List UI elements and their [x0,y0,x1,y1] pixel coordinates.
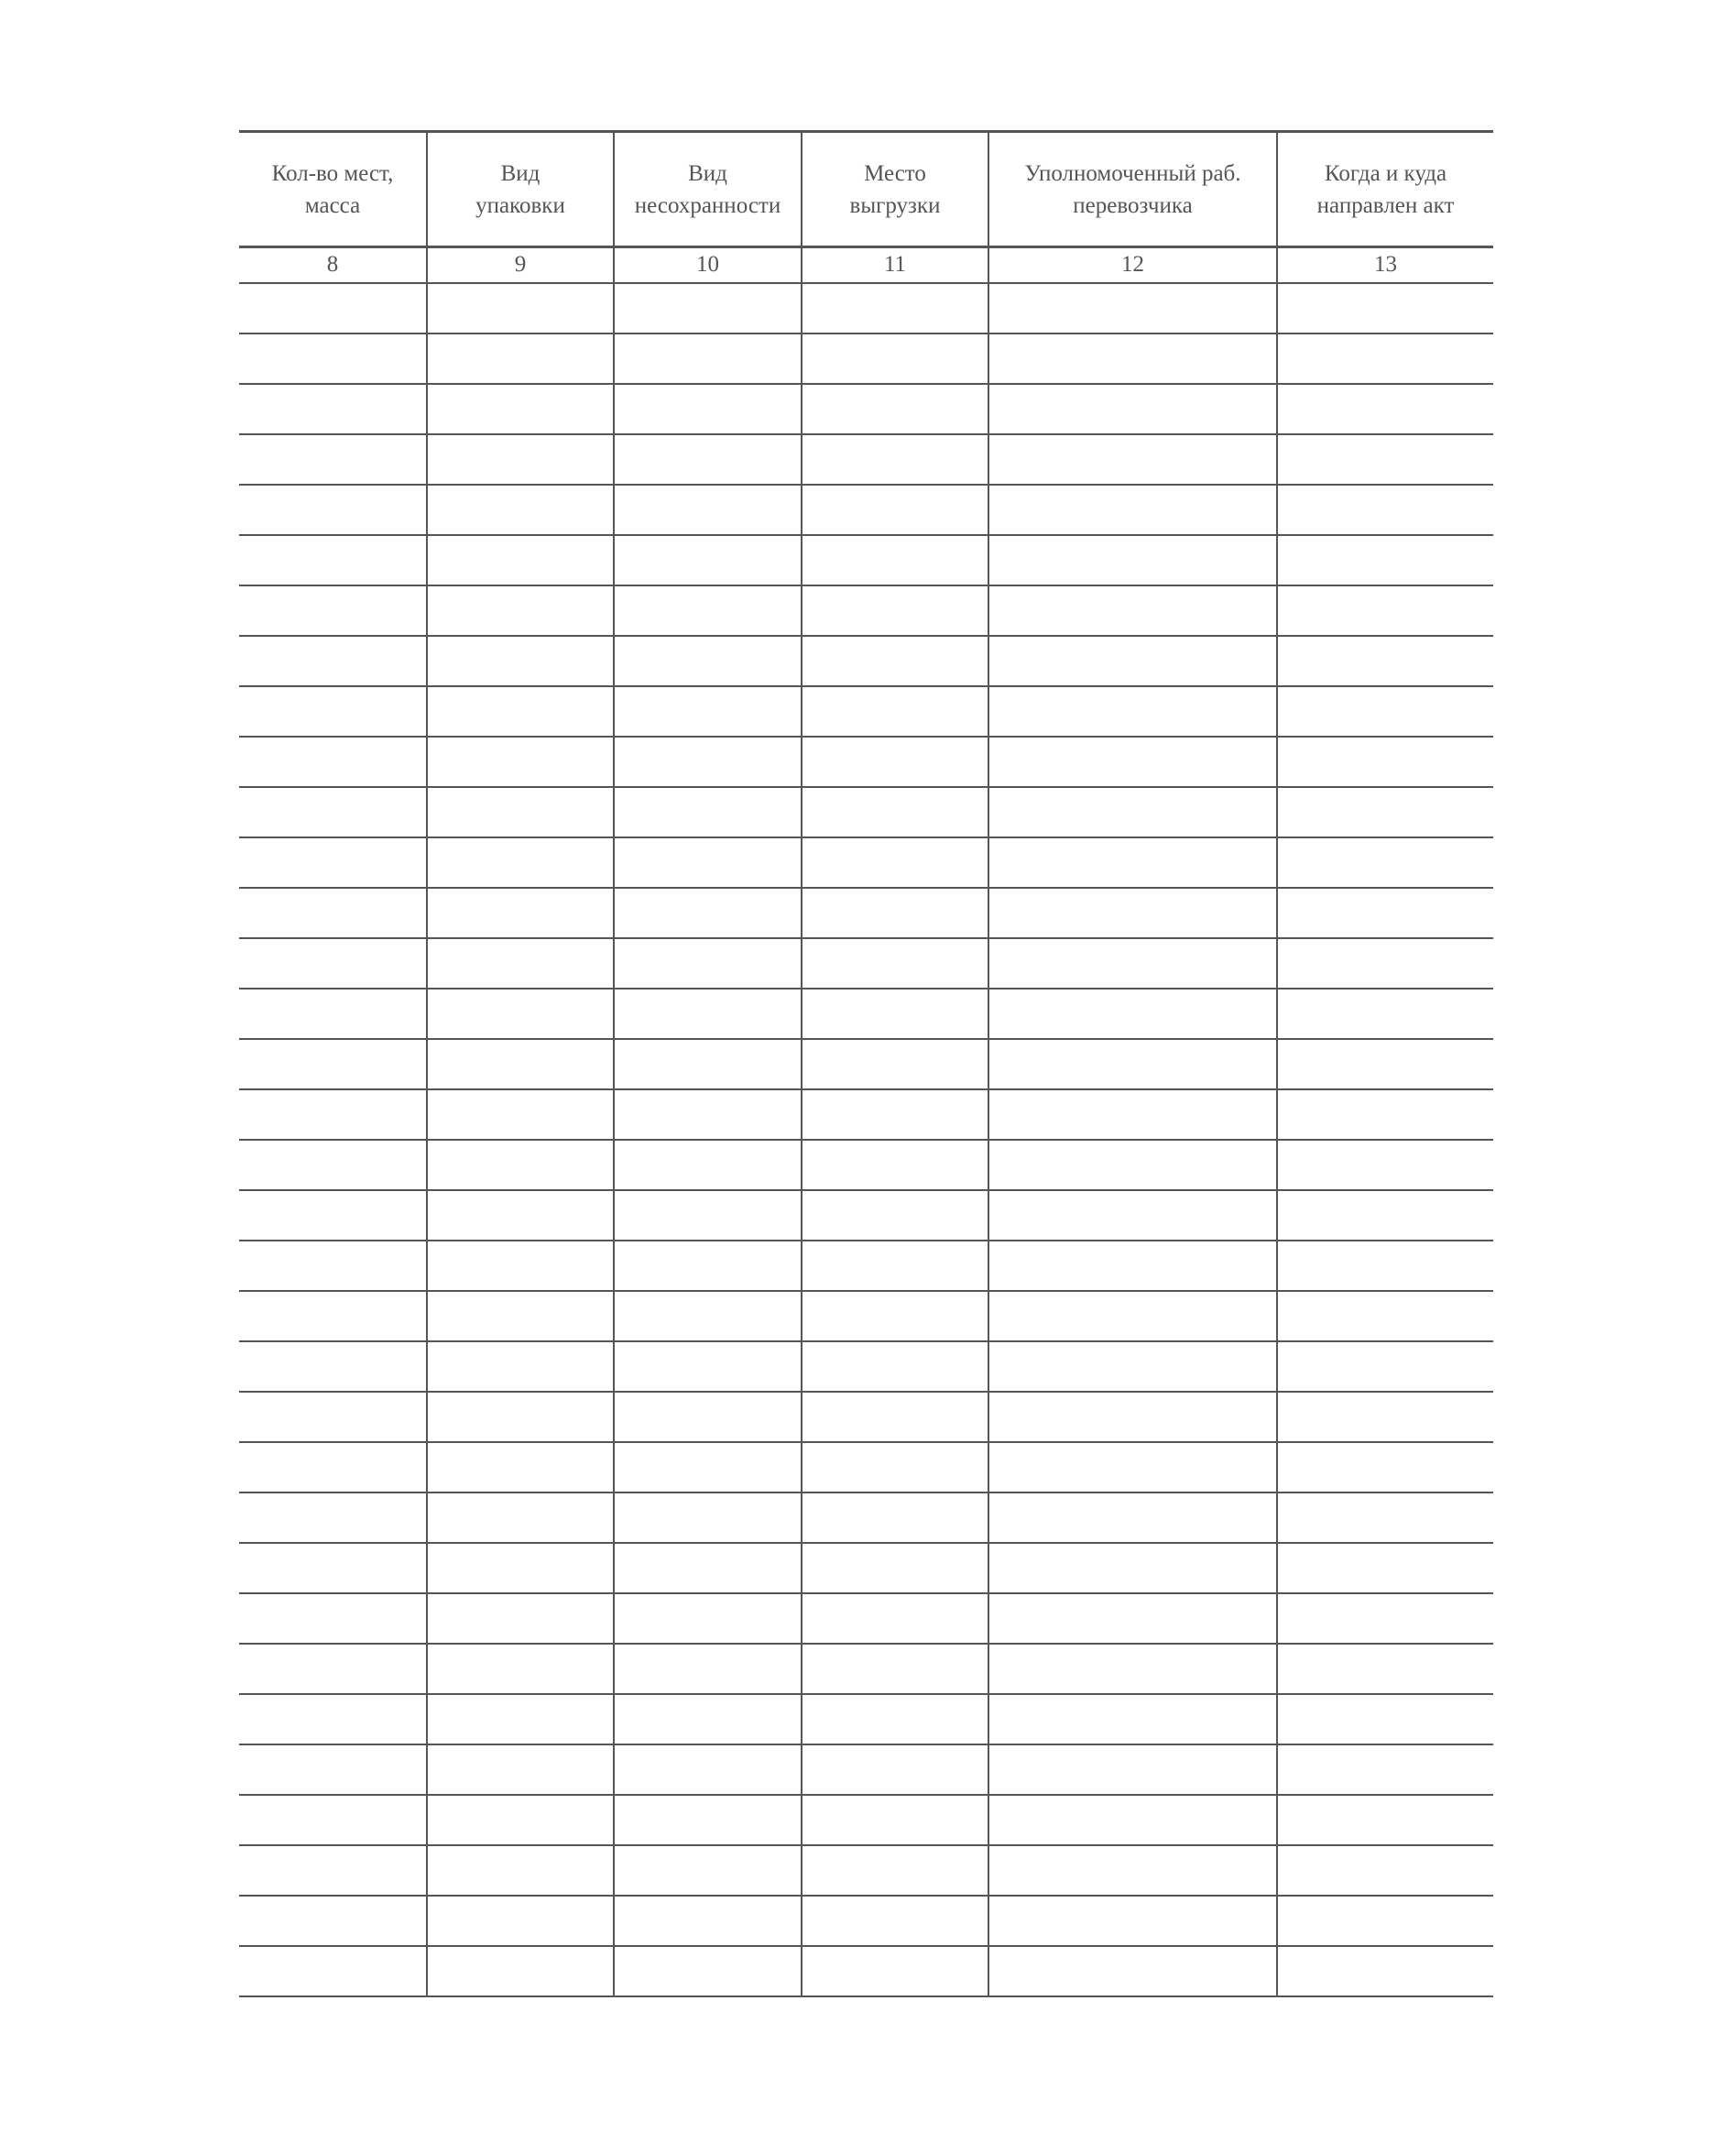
table-cell [614,1039,802,1089]
table-cell [1277,888,1493,938]
table-cell [239,1190,427,1241]
table-cell [1277,1795,1493,1845]
table-cell [802,434,988,485]
table-cell [1277,1341,1493,1392]
table-cell [239,283,427,333]
table-cell [427,1845,614,1896]
table-cell [988,1845,1277,1896]
table-cell [614,1694,802,1744]
table-cell [1277,1644,1493,1694]
table-cell [239,1392,427,1442]
table-cell [988,737,1277,787]
table-cell [427,636,614,686]
table-cell [427,1089,614,1140]
header-line: Место [864,160,926,186]
table-cell [988,485,1277,535]
table-cell [239,1492,427,1543]
column-number-row [239,247,1493,283]
table-cell [1277,1845,1493,1896]
table-cell [427,283,614,333]
table-row [239,535,1493,585]
table-cell [614,737,802,787]
table-cell [614,787,802,837]
column-number: 9 [427,247,614,283]
table-cell [239,1140,427,1190]
table-cell [988,837,1277,888]
table-cell [802,1241,988,1291]
header-line: перевозчика [1073,192,1193,218]
table-cell [988,1442,1277,1492]
table-cell [614,1241,802,1291]
table-cell [1277,585,1493,636]
table-cell [239,1341,427,1392]
table-cell [988,1644,1277,1694]
table-cell [427,434,614,485]
table-row [239,1039,1493,1089]
table-cell [802,283,988,333]
table-row [239,1089,1493,1140]
table-cell [239,1241,427,1291]
table-cell [802,989,988,1039]
table-cell [1277,1089,1493,1140]
table-cell [239,384,427,434]
table-cell [239,787,427,837]
table-cell [1277,1442,1493,1492]
table-row [239,1341,1493,1392]
table-cell [614,1341,802,1392]
table-cell [802,1492,988,1543]
table-cell [239,1694,427,1744]
header-row [239,132,1493,247]
table-cell [1277,1593,1493,1644]
table-cell [988,989,1277,1039]
table-cell [1277,1492,1493,1543]
table-cell [1277,1140,1493,1190]
table-cell [988,1694,1277,1744]
table-cell [427,938,614,989]
table-cell [239,434,427,485]
table-cell [239,837,427,888]
table-cell [988,283,1277,333]
header-damage-type [614,132,802,247]
table-cell [427,837,614,888]
table-cell [239,1946,427,1996]
table-cell [239,686,427,737]
table-cell [239,1845,427,1896]
table-cell [614,1896,802,1946]
table-cell [1277,686,1493,737]
table-cell [614,1946,802,1996]
table-cell [802,1896,988,1946]
table-cell [614,1442,802,1492]
table-cell [239,333,427,384]
journal-page [239,130,1493,1997]
table-cell [988,938,1277,989]
header-line: Уполномоченный раб. [1024,160,1241,186]
table-cell [614,1543,802,1593]
table-cell [988,787,1277,837]
table-cell [988,1946,1277,1996]
table-cell [802,1543,988,1593]
table-row [239,485,1493,535]
table-cell [427,485,614,535]
header-line: выгрузки [849,192,941,218]
table-cell [1277,636,1493,686]
table-cell [802,1039,988,1089]
table-cell [427,1795,614,1845]
table-cell [239,938,427,989]
table-cell [239,1039,427,1089]
table-cell [802,888,988,938]
table-row [239,989,1493,1039]
table-row [239,1593,1493,1644]
table-cell [802,1593,988,1644]
table-cell [614,585,802,636]
table-row [239,283,1493,333]
table-cell [239,1543,427,1593]
table-cell [614,837,802,888]
table-cell [239,737,427,787]
table-cell [1277,485,1493,535]
table-row [239,1140,1493,1190]
table-cell [614,1140,802,1190]
table-cell [802,535,988,585]
table-cell [614,1744,802,1795]
journal-body [239,283,1493,1996]
table-row [239,1644,1493,1694]
header-line: Кол-во мест, [271,160,394,186]
table-cell [1277,1896,1493,1946]
table-cell [239,1896,427,1946]
table-cell [614,384,802,434]
table-cell [427,1442,614,1492]
table-cell [802,787,988,837]
table-cell [802,737,988,787]
table-row [239,636,1493,686]
table-cell [988,1341,1277,1392]
table-row [239,1492,1493,1543]
header-act-sent [1277,132,1493,247]
table-cell [239,1442,427,1492]
table-cell [988,1291,1277,1341]
table-cell [988,636,1277,686]
table-cell [427,1241,614,1291]
table-cell [1277,384,1493,434]
table-cell [802,1795,988,1845]
header-line: Вид [500,160,540,186]
table-cell [614,1492,802,1543]
table-cell [802,485,988,535]
table-cell [427,1744,614,1795]
table-cell [427,1896,614,1946]
table-cell [988,333,1277,384]
table-cell [802,1744,988,1795]
table-cell [802,1190,988,1241]
table-cell [802,1845,988,1896]
table-cell [988,1543,1277,1593]
table-cell [427,787,614,837]
table-cell [802,585,988,636]
table-cell [1277,434,1493,485]
table-row [239,1241,1493,1291]
table-cell [988,1039,1277,1089]
table-cell [1277,1190,1493,1241]
column-number: 8 [239,247,427,283]
table-cell [427,1593,614,1644]
table-cell [614,989,802,1039]
table-cell [239,485,427,535]
table-cell [988,585,1277,636]
table-cell [802,1946,988,1996]
table-cell [427,1543,614,1593]
header-packaging-type [427,132,614,247]
column-number: 12 [988,247,1277,283]
table-cell [988,1392,1277,1442]
table-cell [988,1593,1277,1644]
table-cell [614,1291,802,1341]
table-cell [427,1492,614,1543]
table-cell [614,686,802,737]
table-cell [1277,787,1493,837]
table-cell [239,1593,427,1644]
table-cell [427,1644,614,1694]
table-cell [427,1694,614,1744]
table-cell [988,1089,1277,1140]
table-cell [427,1039,614,1089]
table-cell [1277,1694,1493,1744]
table-cell [1277,535,1493,585]
table-cell [1277,1744,1493,1795]
table-cell [1277,1946,1493,1996]
table-cell [614,636,802,686]
table-row [239,1543,1493,1593]
table-cell [802,333,988,384]
table-cell [988,1190,1277,1241]
table-cell [239,1089,427,1140]
table-cell [988,888,1277,938]
table-cell [802,686,988,737]
table-cell [988,1140,1277,1190]
table-cell [1277,837,1493,888]
table-cell [614,485,802,535]
table-cell [614,1795,802,1845]
table-row [239,1442,1493,1492]
table-row [239,686,1493,737]
column-number: 11 [802,247,988,283]
journal-table [239,130,1493,1997]
table-row [239,837,1493,888]
table-cell [614,1392,802,1442]
table-row [239,938,1493,989]
table-cell [988,434,1277,485]
table-cell [802,1442,988,1492]
table-cell [239,888,427,938]
table-cell [427,384,614,434]
table-row [239,888,1493,938]
table-cell [802,1341,988,1392]
table-row [239,1896,1493,1946]
table-cell [802,384,988,434]
table-cell [239,1291,427,1341]
table-cell [988,1241,1277,1291]
table-cell [1277,333,1493,384]
table-cell [988,384,1277,434]
table-cell [988,1492,1277,1543]
table-cell [239,585,427,636]
table-cell [239,1744,427,1795]
table-cell [1277,989,1493,1039]
table-cell [802,1140,988,1190]
table-row [239,1946,1493,1996]
table-row [239,585,1493,636]
table-cell [988,686,1277,737]
header-line: несохранности [634,192,781,218]
table-cell [614,535,802,585]
table-cell [427,1140,614,1190]
table-cell [427,535,614,585]
table-cell [988,1795,1277,1845]
table-cell [1277,1392,1493,1442]
table-cell [988,535,1277,585]
table-cell [1277,283,1493,333]
table-cell [239,989,427,1039]
table-row [239,787,1493,837]
table-cell [802,1644,988,1694]
table-cell [614,1644,802,1694]
header-line: масса [304,192,361,218]
table-row [239,333,1493,384]
table-cell [427,989,614,1039]
table-row [239,1845,1493,1896]
header-unloading-place [802,132,988,247]
table-row [239,1744,1493,1795]
table-row [239,1291,1493,1341]
table-row [239,1392,1493,1442]
table-cell [802,636,988,686]
table-cell [239,1644,427,1694]
table-row [239,1190,1493,1241]
table-cell [614,283,802,333]
table-cell [427,686,614,737]
table-cell [427,1190,614,1241]
header-line: упаковки [475,192,565,218]
table-cell [614,1089,802,1140]
table-row [239,434,1493,485]
table-cell [988,1744,1277,1795]
header-line: Вид [688,160,727,186]
table-cell [614,333,802,384]
table-cell [802,1291,988,1341]
table-cell [988,1896,1277,1946]
table-row [239,1694,1493,1744]
table-cell [802,1694,988,1744]
table-cell [802,938,988,989]
table-row [239,1795,1493,1845]
table-cell [427,585,614,636]
table-cell [239,535,427,585]
header-carrier-representative [988,132,1277,247]
table-cell [427,1946,614,1996]
table-cell [614,888,802,938]
table-cell [239,636,427,686]
table-cell [614,1190,802,1241]
table-cell [427,1341,614,1392]
table-cell [614,1593,802,1644]
column-number: 13 [1277,247,1493,283]
table-cell [427,1291,614,1341]
table-cell [239,1795,427,1845]
table-cell [1277,1241,1493,1291]
table-cell [427,737,614,787]
table-cell [427,333,614,384]
table-cell [614,1845,802,1896]
header-quantity-mass [239,132,427,247]
header-line: направлен акт [1316,192,1455,218]
table-cell [1277,938,1493,989]
table-cell [614,938,802,989]
table-cell [1277,1543,1493,1593]
table-cell [802,837,988,888]
table-cell [614,434,802,485]
header-line: Когда и куда [1324,160,1447,186]
table-row [239,384,1493,434]
table-cell [1277,737,1493,787]
table-cell [802,1392,988,1442]
table-cell [427,888,614,938]
table-cell [427,1392,614,1442]
table-cell [1277,1039,1493,1089]
table-cell [802,1089,988,1140]
table-row [239,737,1493,787]
column-number: 10 [614,247,802,283]
table-cell [1277,1291,1493,1341]
